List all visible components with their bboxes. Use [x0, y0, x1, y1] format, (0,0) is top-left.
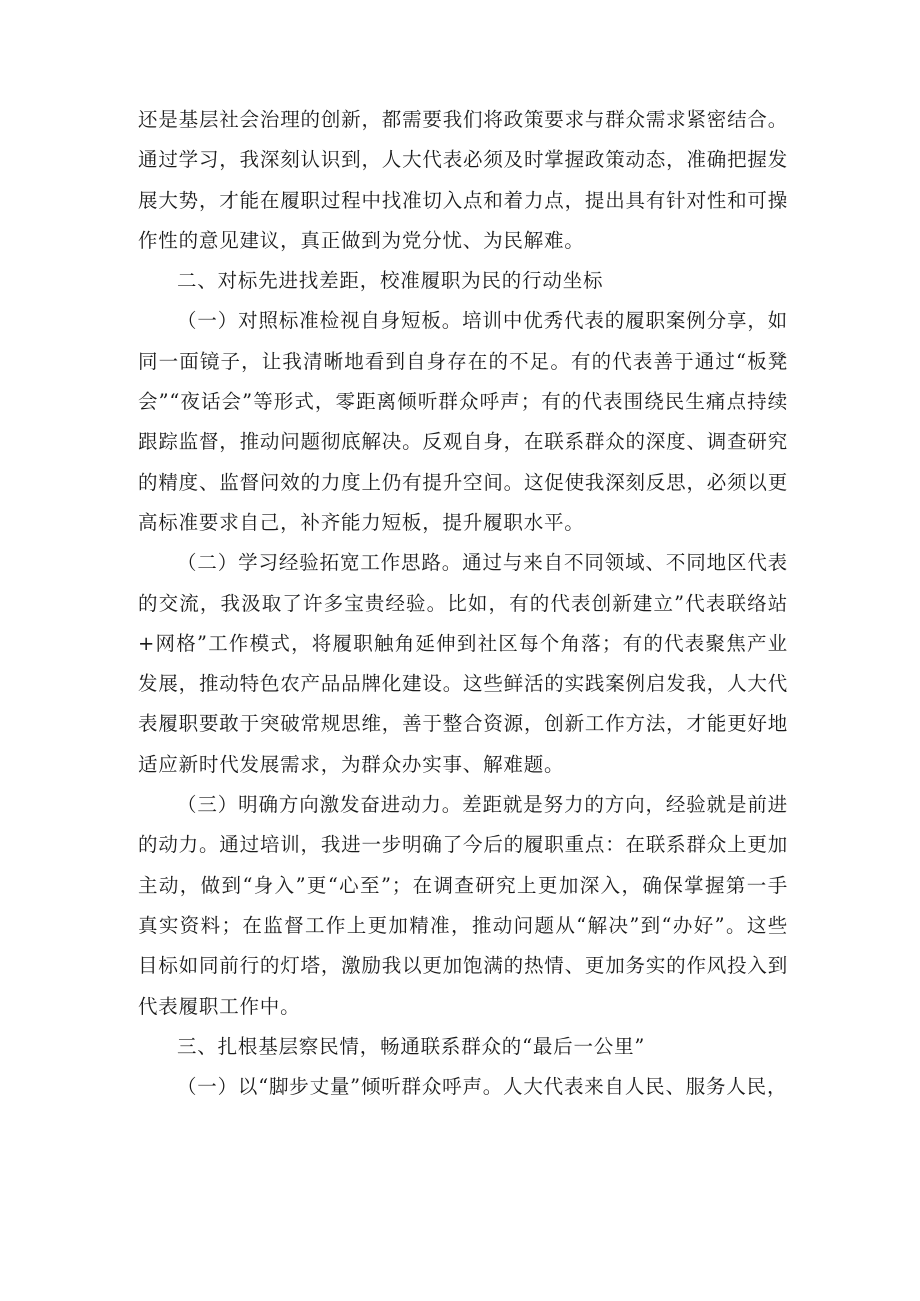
- body-paragraph: （一）对照标准检视自身短板。培训中优秀代表的履职案例分享，如同一面镜子，让我清晰地看到自身存在的不足。有的代表善于通过“板凳会”“夜话会”等形式，零距离倾听群众呼声；有的代表围绕民生痛点持续跟踪监督，推动问题彻底解决。反观自身，在联系群众的深度、调查研究的精度、监督问效的力度上仍有提升空间。这促使我深刻反思，必须以更高标准要求自己，补齐能力短板，提升履职水平。: [138, 309, 788, 534]
- section-heading-2: 二、对标先进找差距，校准履职为民的行动坐标: [177, 269, 604, 293]
- body-paragraph: （二）学习经验拓宽工作思路。通过与来自不同领域、不同地区代表的交流，我汲取了许多宝贵经验。比如，有的代表创新建立”代表联络站+网格”工作模式，将履职触角延伸到社区每个角落；有的代表聚焦产业发展，推动特色农产品品牌化建设。这些鲜活的实践案例启发我，人大代表履职要敢于突破常规思维，善于整合资源，创新工作方法，才能更好地适应新时代发展需求，为群众办实事、解难题。: [138, 551, 788, 776]
- document-body: [138, 100, 788, 1107]
- section-heading-3: 三、扎根基层察民情，畅通联系群众的“最后一公里”: [177, 1034, 646, 1058]
- body-paragraph: 还是基层社会治理的创新，都需要我们将政策要求与群众需求紧密结合。通过学习，我深刻认识到，人大代表必须及时掌握政策动态，准确把握发展大势，才能在履职过程中找准切入点和着力点，提出具有针对性和可操作性的意见建议，真正做到为党分忧、为民解难。: [138, 108, 788, 252]
- body-paragraph: （三）明确方向激发奋进动力。差距就是努力的方向，经验就是前进的动力。通过培训，我进一步明确了今后的履职重点：在联系群众上更加主动，做到“身入”更“心至”；在调查研究上更加深入，确保掌握第一手真实资料；在监督工作上更加精准，推动问题从“解决”到“办好”。这些目标如同前行的灯塔，激励我以更加饱满的热情、更加务实的作风投入到代表履职工作中。: [138, 793, 788, 1018]
- body-paragraph: （一）以“脚步丈量”倾听群众呼声。人大代表来自人民、服务人民，: [177, 1075, 788, 1099]
